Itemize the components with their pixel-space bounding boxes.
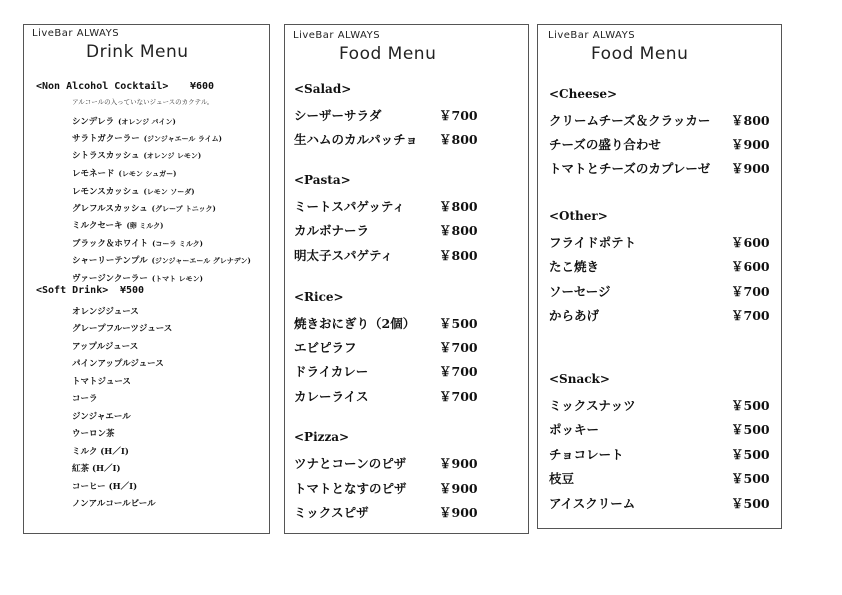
- food-item-price: ￥900: [439, 505, 478, 520]
- food-item-price: ￥900: [731, 137, 770, 152]
- cocktail-ingredients: (グレープ トニック): [151, 204, 216, 213]
- food-item-price: ￥700: [731, 308, 770, 323]
- cocktail-ingredients: (トマト レモン): [151, 274, 203, 283]
- food-item-price: ￥500: [439, 316, 478, 331]
- cocktail-ingredients: (ジンジャーエール グレナデン): [151, 256, 251, 265]
- bar-name: LiveBar ALWAYS: [293, 30, 381, 41]
- section-price-soft-drink: ¥500: [120, 285, 145, 296]
- food-item-price: ￥800: [439, 248, 478, 263]
- cocktail-name: ブラック＆ホワイト: [72, 239, 149, 249]
- section-price-non-alcohol: ¥600: [190, 81, 215, 92]
- cocktail-name: ミルクセーキ: [72, 221, 123, 231]
- menu-title: Food Menu: [339, 44, 437, 64]
- soft-drink-item: コーラ: [72, 394, 98, 404]
- food-item-name: ミートスパゲッティ: [294, 199, 405, 214]
- food-item-name: カレーライス: [294, 389, 369, 404]
- menu-title: Food Menu: [591, 44, 689, 64]
- menu-title: Drink Menu: [86, 42, 189, 62]
- drink-menu-panel: [23, 24, 270, 534]
- cocktail-item: [72, 266, 203, 285]
- cocktail-ingredients: (レモン シュガー): [118, 169, 177, 178]
- food-item-price: ￥800: [439, 132, 478, 147]
- food-item-price: ￥500: [731, 398, 770, 413]
- soft-drink-item: ウーロン茶: [72, 429, 115, 439]
- food-item-name: エビピラフ: [294, 340, 357, 355]
- food-item-name: チーズの盛り合わせ: [549, 137, 661, 152]
- food-item-price: ￥700: [731, 284, 770, 299]
- soft-drink-item: コーヒー (H／I): [72, 482, 138, 492]
- food-item-price: ￥800: [731, 113, 770, 128]
- food-item-name: ドライカレー: [294, 364, 369, 379]
- food-item-name: たこ焼き: [549, 259, 600, 274]
- cocktail-item: [72, 248, 251, 267]
- cocktail-name: レモネード: [72, 169, 115, 179]
- soft-drink-item: アップルジュース: [72, 342, 139, 352]
- food-item-name: からあげ: [549, 308, 600, 323]
- food-item-name: トマトとチーズのカプレーゼ: [549, 161, 711, 176]
- bar-name: LiveBar ALWAYS: [32, 28, 120, 39]
- food-item-price: ￥900: [439, 456, 478, 471]
- section-heading-salad: <Salad>: [294, 82, 352, 96]
- food-item-price: ￥700: [439, 389, 478, 404]
- soft-drink-item: ミルク (H／I): [72, 447, 129, 457]
- food-item-price: ￥700: [439, 364, 478, 379]
- bar-name: LiveBar ALWAYS: [548, 30, 636, 41]
- food-item-name: ミックスピザ: [294, 505, 369, 520]
- cocktail-name: シトラスカッシュ: [72, 151, 140, 161]
- food-item-name: 生ハムのカルパッチョ: [294, 132, 418, 147]
- cocktail-ingredients: (レモン ソーダ): [143, 187, 195, 196]
- cocktail-name: レモンスカッシュ: [72, 187, 140, 197]
- food-item-price: ￥700: [439, 340, 478, 355]
- food-item-price: ￥500: [731, 422, 770, 437]
- food-menu-panel-1: [284, 24, 529, 534]
- cocktail-name: ヴァージンクーラー: [72, 274, 148, 284]
- soft-drink-item: トマトジュース: [72, 377, 131, 387]
- soft-drink-item: グレープフルーツジュース: [72, 324, 173, 334]
- food-item-name: ミックスナッツ: [549, 398, 636, 413]
- food-item-name: ポッキー: [549, 422, 600, 437]
- cocktail-item: [72, 161, 176, 180]
- cocktail-ingredients: (コーラ ミルク): [152, 239, 203, 248]
- soft-drink-item: 紅茶 (H／I): [72, 464, 121, 474]
- cocktail-name: グレフルスカッシュ: [72, 204, 148, 214]
- food-item-name: トマトとなすのピザ: [294, 481, 407, 496]
- food-item-name: ツナとコーンのピザ: [294, 456, 407, 471]
- food-item-price: ￥600: [731, 235, 770, 250]
- cocktail-item: [72, 213, 163, 232]
- soft-drink-item: オレンジジュース: [72, 307, 139, 317]
- food-item-price: ￥800: [439, 223, 478, 238]
- food-item-price: ￥500: [731, 471, 770, 486]
- food-item-price: ￥500: [731, 447, 770, 462]
- soft-drink-item: ジンジャエール: [72, 412, 131, 422]
- food-item-name: チョコレート: [549, 447, 624, 462]
- cocktail-ingredients: (オレンジ パイン): [118, 117, 176, 126]
- food-item-name: 焼きおにぎり（2個）: [294, 316, 416, 331]
- food-item-price: ￥700: [439, 108, 478, 123]
- section-note: アルコールの入っていないジュースのカクテル。: [72, 98, 214, 106]
- food-item-name: フライドポテト: [549, 235, 637, 250]
- food-item-price: ￥600: [731, 259, 770, 274]
- section-heading-pizza: <Pizza>: [294, 430, 350, 444]
- food-item-name: ソーセージ: [549, 284, 611, 299]
- cocktail-name: サラトガクーラー: [72, 134, 140, 144]
- food-item-name: カルボナーラ: [294, 223, 370, 238]
- cocktail-ingredients: (オレンジ レモン): [143, 151, 202, 160]
- soft-drink-item: パインアップルジュース: [72, 359, 164, 369]
- section-heading-non-alcohol: <Non Alcohol Cocktail>: [36, 81, 169, 92]
- food-menu-panel-2: [537, 24, 782, 529]
- section-heading-other: <Other>: [549, 209, 608, 223]
- cocktail-ingredients: (ジンジャエール ライム): [143, 134, 222, 143]
- section-heading-rice: <Rice>: [294, 290, 344, 304]
- food-item-name: アイスクリーム: [549, 496, 636, 511]
- food-item-price: ￥800: [439, 199, 478, 214]
- section-heading-soft-drink: <Soft Drink>: [36, 285, 109, 296]
- cocktail-name: シンデレラ: [72, 117, 115, 127]
- cocktail-name: シャーリーテンプル: [72, 256, 148, 266]
- section-heading-snack: <Snack>: [549, 372, 610, 386]
- food-item-name: 明太子スパゲティ: [294, 248, 394, 263]
- section-heading-cheese: <Cheese>: [549, 87, 618, 101]
- cocktail-ingredients: (卵 ミルク): [126, 221, 164, 230]
- soft-drink-item: ノンアルコールビール: [72, 499, 156, 509]
- cocktail-item: [72, 143, 201, 162]
- food-item-name: 枝豆: [549, 471, 575, 486]
- section-heading-pasta: <Pasta>: [294, 173, 351, 187]
- food-item-price: ￥500: [731, 496, 770, 511]
- food-item-price: ￥900: [439, 481, 478, 496]
- food-item-name: クリームチーズ＆クラッカー: [549, 113, 711, 128]
- food-item-name: シーザーサラダ: [294, 108, 382, 123]
- food-item-price: ￥900: [731, 161, 770, 176]
